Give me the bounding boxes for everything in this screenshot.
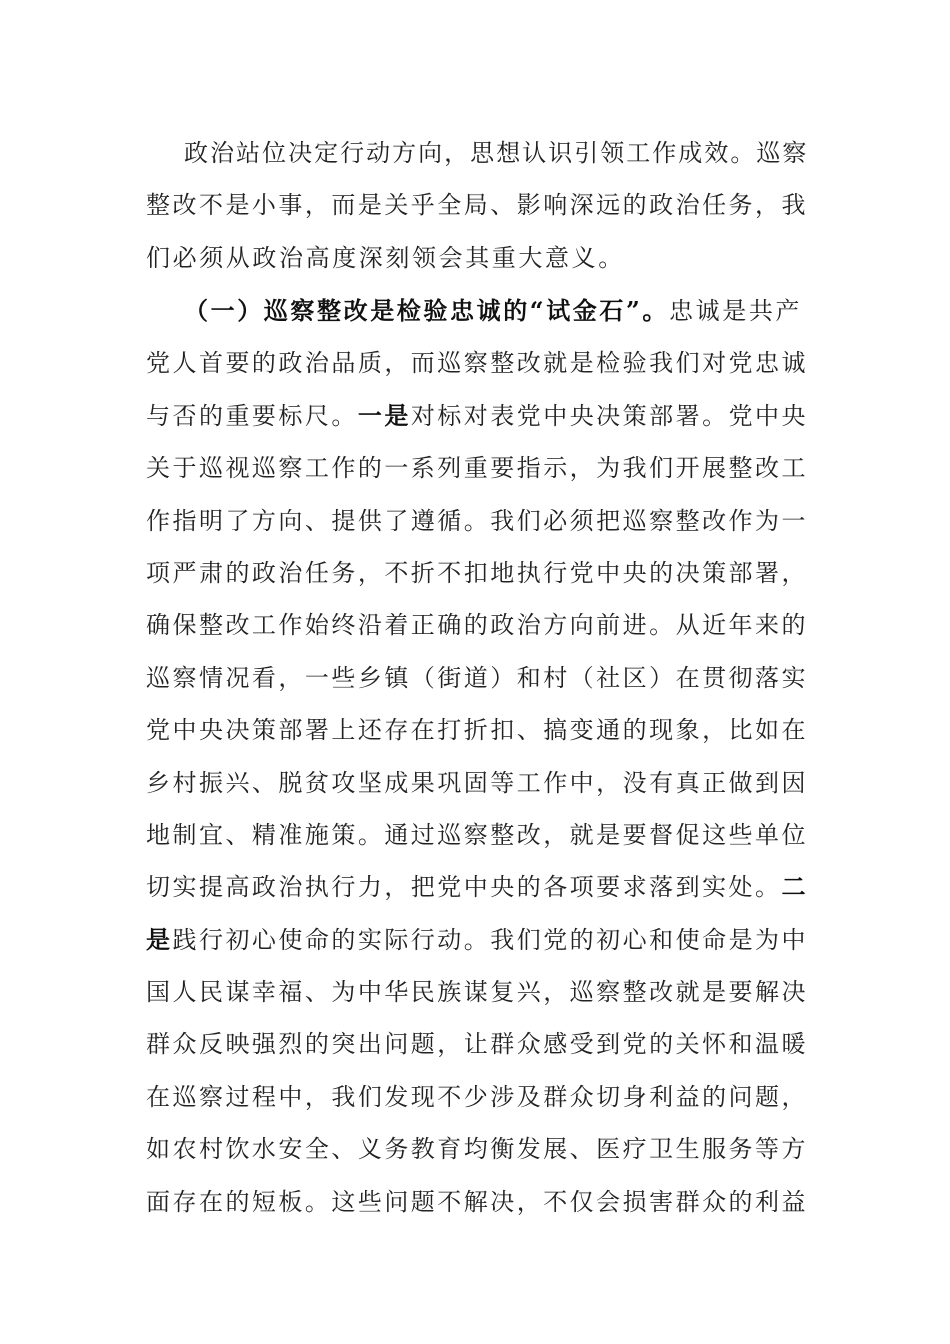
bold-text-segment: （一）巡察整改是检验忠诚的“试金石”。	[184, 296, 670, 325]
text-line	[146, 232, 808, 284]
text-segment: 项严肃的政治任务，不折不扣地执行党中央的决策部署，	[146, 558, 808, 587]
text-segment: 对标对表党中央决策部署。党中央	[410, 401, 809, 430]
text-line	[146, 337, 808, 389]
bold-text-segment: 一是	[357, 400, 411, 430]
text-line	[146, 1018, 808, 1070]
text-segment: 关于巡视巡察工作的一系列重要指示，为我们开展整改工	[146, 454, 808, 483]
text-segment: 乡村振兴、脱贫攻坚成果巩固等工作中，没有真正做到因	[146, 768, 808, 797]
text-segment: 如农村饮水安全、义务教育均衡发展、医疗卫生服务等方	[146, 1135, 808, 1164]
text-segment: 政治站位决定行动方向，思想认识引领工作成效。巡察	[184, 139, 809, 167]
text-line	[146, 809, 808, 861]
text-segment: 巡察情况看，一些乡镇（街道）和村（社区）在贯彻落实	[146, 663, 808, 692]
text-segment: 面存在的短板。这些问题不解决，不仅会损害群众的利益	[146, 1187, 808, 1216]
text-line	[146, 652, 808, 704]
text-segment: 在巡察过程中，我们发现不少涉及群众切身利益的问题，	[146, 1082, 808, 1111]
text-line	[146, 1123, 808, 1175]
text-segment: 地制宜、精准施策。通过巡察整改，就是要督促这些单位	[146, 820, 808, 849]
text-line	[146, 861, 808, 913]
text-segment: 践行初心使命的实际行动。我们党的初心和使命是为中	[172, 925, 809, 954]
text-segment: 整改不是小事，而是关乎全局、影响深远的政治任务，我	[146, 191, 808, 220]
text-line	[146, 127, 808, 179]
text-segment: 党人首要的政治品质，而巡察整改就是检验我们对党忠诚	[146, 349, 808, 378]
text-segment: 与否的重要标尺。	[146, 401, 358, 430]
text-line	[146, 179, 808, 231]
text-segment: 群众反映强烈的突出问题，让群众感受到党的关怀和温暖	[146, 1030, 808, 1059]
text-segment: 作指明了方向、提供了遵循。我们必须把巡察整改作为一	[146, 506, 808, 535]
bold-text-segment: 二	[781, 872, 809, 902]
text-line	[146, 390, 808, 442]
text-line	[146, 547, 808, 599]
text-line	[146, 757, 808, 809]
text-line	[146, 442, 808, 494]
text-line	[146, 495, 808, 547]
paragraph-section-one	[146, 285, 808, 1228]
text-segment: 们必须从政治高度深刻领会其重大意义。	[146, 243, 625, 272]
text-segment: 确保整改工作始终沿着正确的政治方向前进。从近年来的	[146, 611, 808, 640]
text-line	[146, 599, 808, 651]
text-segment: 忠诚是共产	[669, 297, 803, 325]
text-line	[146, 704, 808, 756]
text-segment: 国人民谋幸福、为中华民族谋复兴，巡察整改就是要解决	[146, 978, 808, 1007]
paragraph-intro	[146, 127, 808, 284]
bold-text-segment: 是	[146, 924, 173, 954]
text-segment: 切实提高政治执行力，把党中央的各项要求落到实处。	[146, 873, 782, 902]
text-line	[146, 966, 808, 1018]
text-line	[146, 1071, 808, 1123]
text-line	[146, 1176, 808, 1228]
text-line	[146, 285, 808, 337]
text-line	[146, 914, 808, 966]
text-segment: 党中央决策部署上还存在打折扣、搞变通的现象，比如在	[146, 716, 808, 745]
